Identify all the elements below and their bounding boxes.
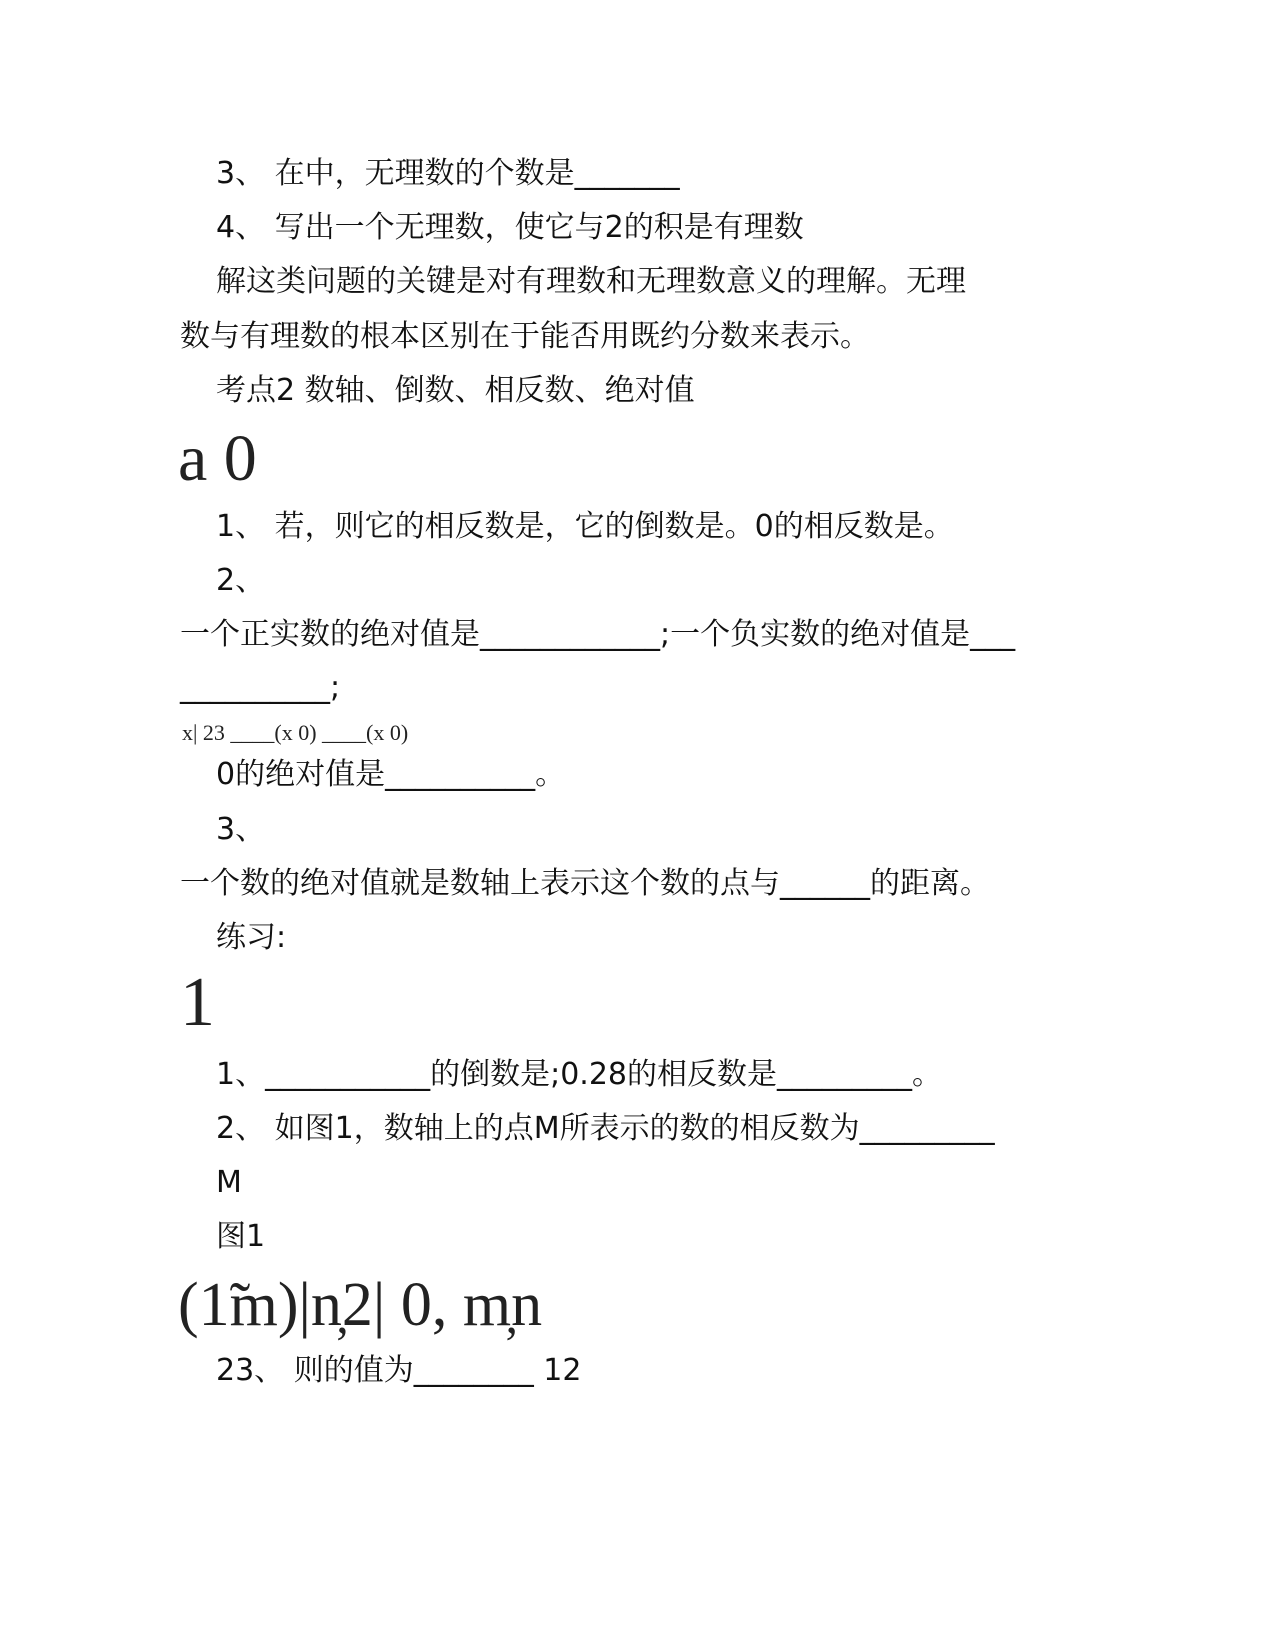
item-3-number: 3、	[216, 812, 266, 847]
explanation-line-1: 解这类问题的关键是对有理数和无理数意义的理解。无理	[216, 264, 966, 299]
item-2-number: 2、	[216, 563, 266, 598]
figure-point-label: M	[216, 1165, 242, 1200]
zero-abs-text: 0的绝对值是__________。	[216, 757, 566, 792]
practice-1-text: 1、___________的倒数是;0.28的相反数是_________。	[216, 1057, 942, 1092]
item-2-text-line-2: __________;	[180, 670, 341, 705]
formula-a-zero: a 0	[178, 422, 257, 495]
explanation-line-2: 数与有理数的根本区别在于能否用既约分数来表示。	[180, 319, 870, 354]
question-4-text: 4、 写出一个无理数，使它与2的积是有理数	[216, 210, 804, 245]
formula-absolute-value: x| 23 ____(x 0) ____(x 0)	[182, 720, 409, 745]
practice-heading: 练习:	[216, 920, 287, 955]
practice-2-text: 2、 如图1，数轴上的点M所表示的数的相反数为_________	[216, 1111, 995, 1146]
item-1-text: 1、 若，则它的相反数是，它的倒数是。0的相反数是。	[216, 509, 954, 544]
section-heading: 考点2 数轴、倒数、相反数、绝对值	[216, 373, 695, 408]
figure-caption: 图1	[216, 1219, 266, 1254]
item-3-text: 一个数的绝对值就是数轴上表示这个数的点与______的距离。	[180, 866, 990, 901]
practice-3-text: 23、 则的值为________ 12	[216, 1353, 582, 1388]
item-2-text-line-1: 一个正实数的绝对值是____________;一个负实数的绝对值是___	[180, 617, 1016, 652]
formula-one: 1	[180, 964, 215, 1041]
formula-m-n: (1̃m)|n̦2| 0, m̦n	[178, 1271, 543, 1339]
question-3-text: 3、 在中，无理数的个数是_______	[216, 156, 680, 191]
